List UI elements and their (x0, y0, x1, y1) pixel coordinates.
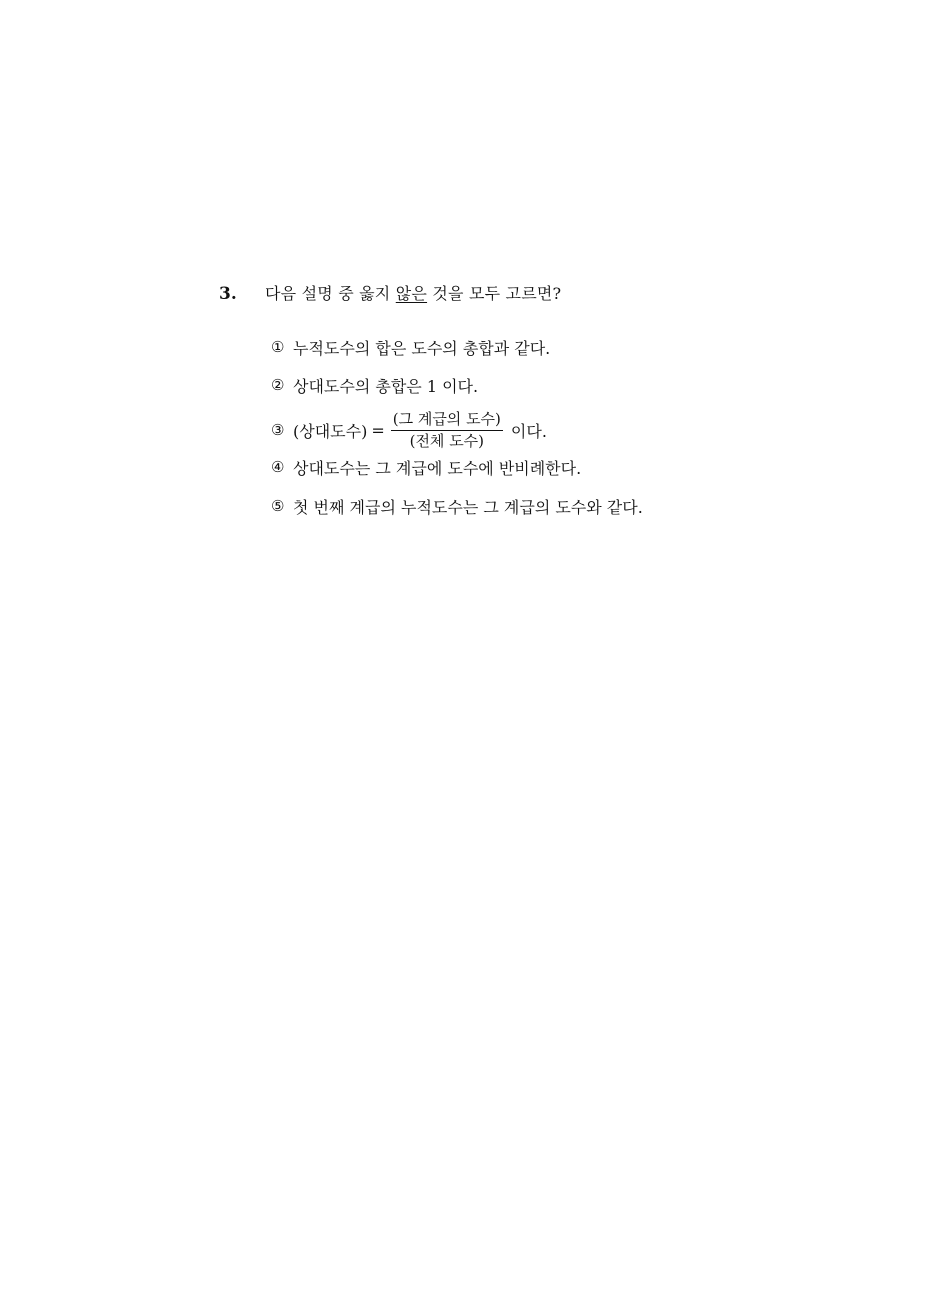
question-text-after: 것을 모두 고르면? (427, 284, 562, 303)
question-number: 3. (219, 284, 237, 304)
question-text (265, 281, 561, 304)
choice-marker: ⑤ (271, 497, 285, 515)
formula-equals: = (371, 420, 385, 440)
choice-text: 첫 번째 계급의 누적도수는 그 계급의 도수와 같다. (293, 497, 643, 517)
fraction-numerator: (그 계급의 도수) (391, 410, 503, 431)
choice-4 (271, 456, 581, 478)
choice-text: 누적도수의 합은 도수의 총합과 같다. (293, 338, 551, 358)
choice-text: 상대도수의 총합은 1 이다. (293, 376, 479, 396)
choice-3 (271, 408, 547, 452)
choice-5 (271, 495, 643, 517)
choice-marker: ② (271, 376, 285, 394)
question-header (219, 281, 819, 309)
formula-fraction (391, 410, 503, 450)
question-text-underlined: 않은 (395, 284, 428, 303)
fraction-denominator: (전체 도수) (409, 432, 485, 450)
choice-text: 상대도수는 그 계급에 도수에 반비례한다. (293, 458, 582, 478)
choice-marker: ① (271, 338, 285, 356)
choice-marker: ③ (271, 421, 285, 439)
question-text-before: 다음 설명 중 옳지 (265, 284, 396, 303)
choice-marker: ④ (271, 458, 285, 476)
choice-1 (271, 336, 550, 358)
formula-tail: 이다. (510, 421, 547, 441)
formula-lhs: (상대도수) (293, 421, 368, 441)
choice-2 (271, 374, 478, 396)
question-3 (219, 281, 819, 517)
